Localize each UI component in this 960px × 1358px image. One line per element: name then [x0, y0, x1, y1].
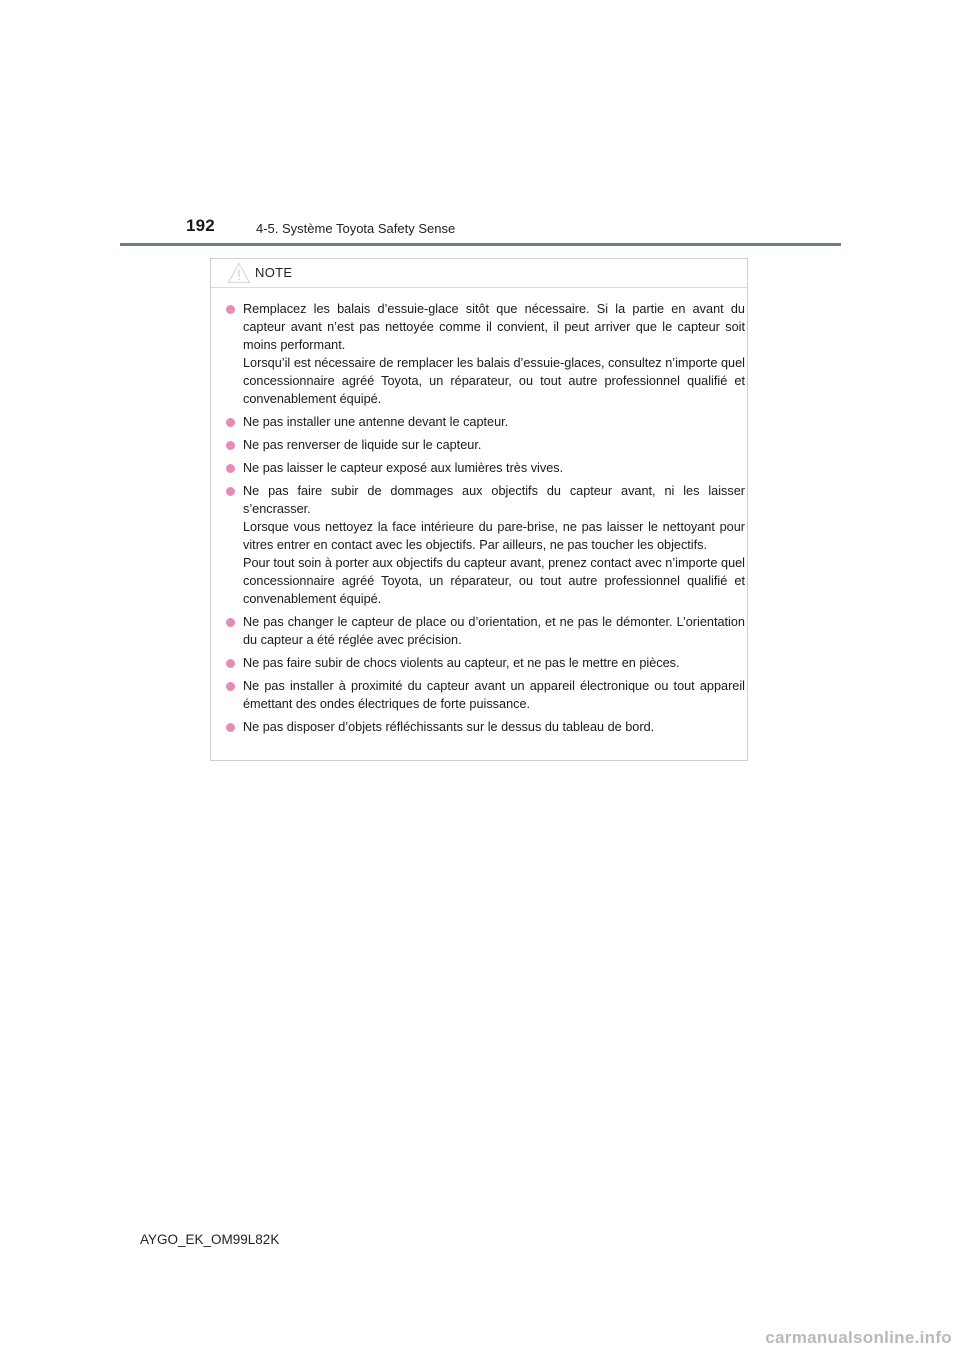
note-item: [225, 413, 745, 431]
warning-triangle-icon: [227, 262, 251, 284]
note-paragraph: Ne pas installer à proximité du capteur avant un appareil électronique ou tout appareil émettant des ondes électriques de forte puissance.: [243, 679, 745, 711]
note-paragraph: Ne pas laisser le capteur exposé aux lumières très vives.: [243, 461, 564, 475]
note-paragraph: Ne pas faire subir de dommages aux objectifs du capteur avant, ni les laisser s’encrasser.: [243, 484, 745, 516]
note-item: [225, 677, 745, 713]
note-paragraph: Lorsque vous nettoyez la face intérieure du pare-brise, ne pas laisser le nettoyant pour vitres entrer en contact avec les objectifs. Par ailleurs, ne pas toucher les objectifs.: [243, 520, 745, 552]
note-paragraph: Ne pas disposer d’objets réfléchissants sur le dessus du tableau de bord.: [243, 720, 655, 734]
note-paragraph: Ne pas faire subir de chocs violents au capteur, et ne pas le mettre en pièces.: [243, 656, 680, 670]
note-header-divider: [211, 287, 747, 288]
note-paragraph: Lorsqu’il est nécessaire de remplacer les balais d’essuie-glaces, consultez n’importe quel concessionnaire agréé Toyota, un réparateur, ou tout autre professionnel qualifié et convenablement équipé.: [243, 356, 745, 406]
bullet-dot-icon: [226, 441, 235, 450]
document-code: AYGO_EK_OM99L82K: [140, 1232, 280, 1247]
note-item: [225, 482, 745, 608]
note-paragraph: Ne pas renverser de liquide sur le capteur.: [243, 438, 482, 452]
note-item: [225, 459, 745, 477]
bullet-dot-icon: [226, 659, 235, 668]
bullet-dot-icon: [226, 723, 235, 732]
note-list: [225, 300, 745, 741]
note-item: [225, 436, 745, 454]
note-item: [225, 300, 745, 408]
section-title: 4-5. Système Toyota Safety Sense: [256, 221, 456, 236]
site-watermark: carmanualsonline.info: [765, 1328, 952, 1347]
bullet-dot-icon: [226, 418, 235, 427]
bullet-dot-icon: [226, 618, 235, 627]
note-header: [211, 259, 747, 287]
note-box: [210, 258, 748, 761]
header-divider: [120, 243, 841, 246]
note-item: [225, 654, 745, 672]
page-number: 192: [186, 216, 215, 235]
note-item: [225, 718, 745, 736]
note-paragraph: Ne pas changer le capteur de place ou d’orientation, et ne pas le démonter. L’orientation du capteur a été réglée avec précision.: [243, 615, 745, 647]
note-item: [225, 613, 745, 649]
note-label: NOTE: [255, 265, 293, 280]
bullet-dot-icon: [226, 682, 235, 691]
note-paragraph: Ne pas installer une antenne devant le capteur.: [243, 415, 509, 429]
bullet-dot-icon: [226, 305, 235, 314]
bullet-dot-icon: [226, 464, 235, 473]
note-paragraph: Remplacez les balais d’essuie-glace sitôt que nécessaire. Si la partie en avant du capteur avant n’est pas nettoyée comme il convient, il peut arriver que le capteur soit moins performant.: [243, 302, 745, 352]
bullet-dot-icon: [226, 487, 235, 496]
note-paragraph: Pour tout soin à porter aux objectifs du capteur avant, prenez contact avec n’importe quel concessionnaire agréé Toyota, un réparateur, ou tout autre professionnel qualifié et convenablement équipé.: [243, 556, 745, 606]
